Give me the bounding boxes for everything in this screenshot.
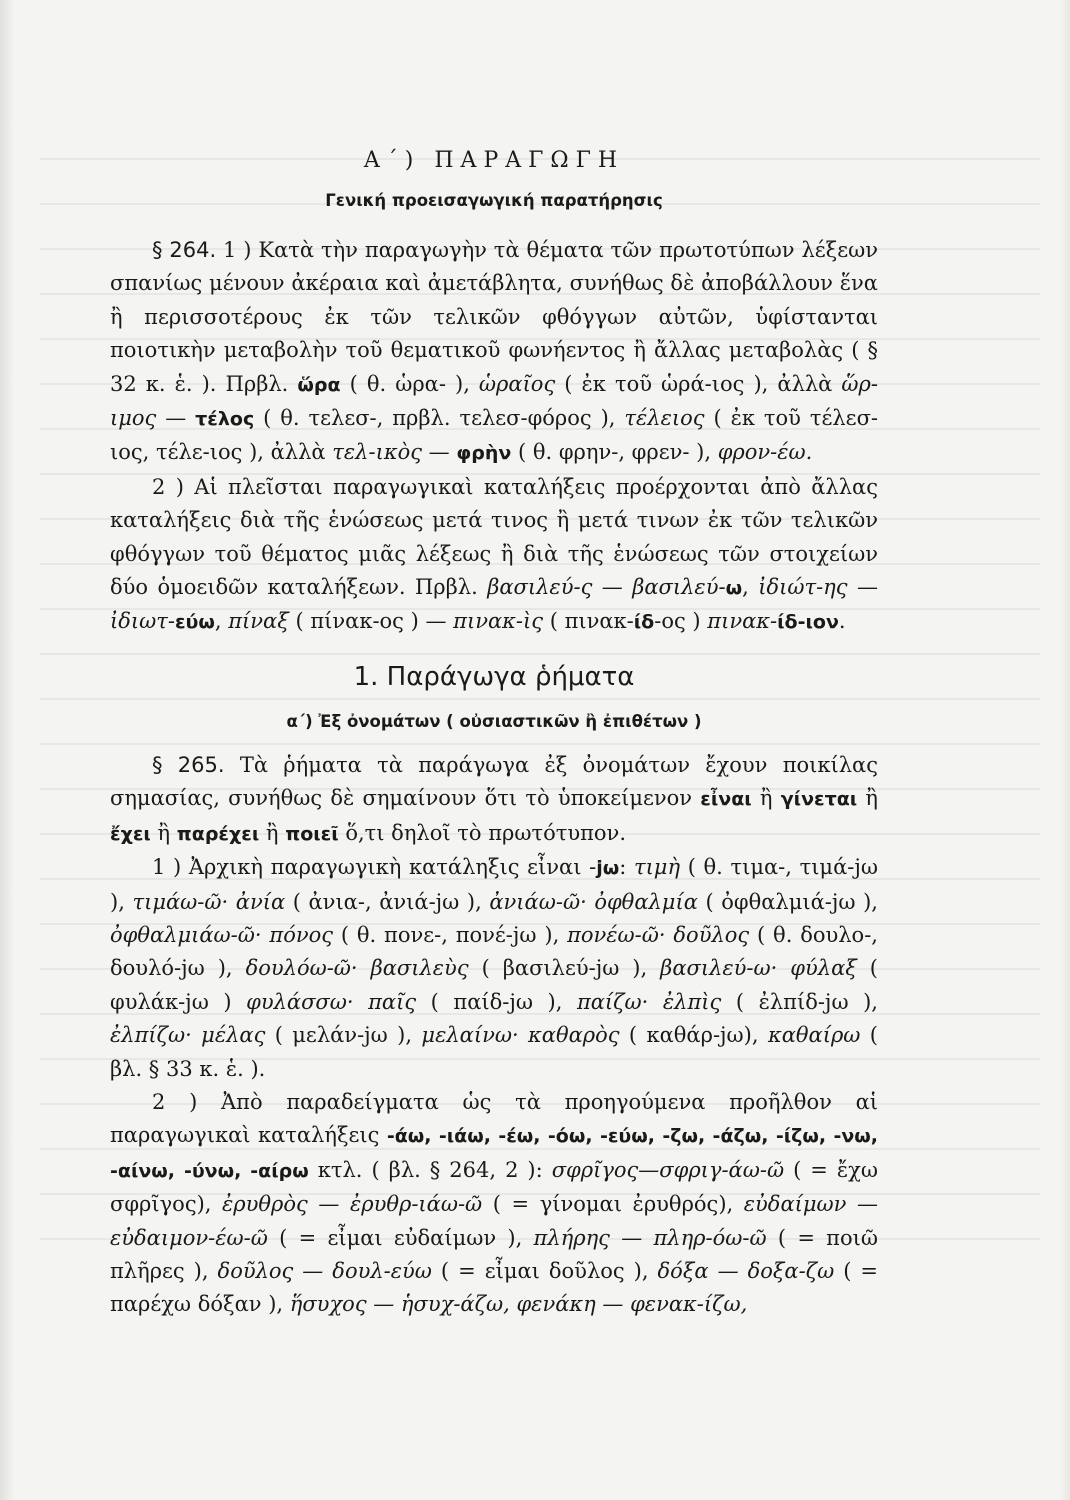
section-subtitle: Γενική προεισαγωγική παρατήρησις: [325, 191, 663, 210]
page-right-shadow: [1060, 0, 1070, 1500]
paragraph-264-2: 2 ) Αἱ πλεῖσται παραγωγικαὶ καταλήξεις προέρχονται ἀπὸ ἄλλας καταλήξεις διὰ τῆς ἑνώσεως μετά τινος ἢ μετά τινων ἐκ τῶν τελικῶν φθόγγων τοῦ θέματος μιᾶς λέξεως ἢ διὰ τῆς ἑνώσεως τῶν στοιχείων δύο ὁμοειδῶν καταλήξεων. Πρβλ. βασιλεύ-ς — βασιλεύ-ω, ἰδιώτ-ης — ἰδιωτ-εύω, πίναξ ( πίνακ-ος ) — πινακ-ὶς ( πινακ-ίδ-ος ) πινακ-ίδ-ιον.: [110, 474, 878, 634]
paragraph-265-2: 1 ) Ἀρχικὴ παραγωγικὴ κατάληξις εἶναι -jω: τιμὴ ( θ. τιμα-, τιμά-jω ), τιμάω-ῶ· ἀνία ( ἀνια-, ἀνιά-jω ), ἀνιάω-ῶ· ὀφθαλμία ( ὀφθαλμιά-jω ), ὀφθαλμιάω-ῶ· πόνος ( θ. πονε-, πονέ-jω ), πονέω-ῶ· δοῦλος ( θ. δουλο-, δουλό-jω ), δουλόω-ῶ· βασιλεὺς ( βασιλεύ-jω ), βασιλεύ-ω· φύλαξ ( φυλάκ-jω ) φυλάσσω· παῖς ( παίδ-jω ), παίζω· ἐλπὶς ( ἐλπίδ-jω ), ἐλπίζω· μέλας ( μελάν-jω ), μελαίνω· καθαρὸς ( καθάρ-jω), καθαίρω ( βλ. § 33 κ. ἑ. ).: [110, 855, 878, 1081]
section-number-264: § 264.: [152, 238, 217, 262]
derived-verbs-heading: 1. Παράγωγα ῥήματα: [353, 661, 635, 692]
page-content: [110, 148, 878, 1322]
from-nouns-heading: α΄) Ἐξ ὀνομάτων ( οὐσιαστικῶν ἢ ἐπιθέτων ): [286, 711, 702, 731]
page-left-shadow: [0, 0, 14, 1500]
section-number-265: § 265.: [152, 752, 225, 777]
paragraph-265-1: § 265. Τὰ ῥήματα τὰ παράγωγα ἐξ ὀνομάτων ἔχουν ποικίλας σημασίας, συνήθως δὲ σημαίνουν ὅτι τὸ ὑποκείμενον εἶναι ἢ γίνεται ἢ ἔχει ἢ παρέχει ἢ ποιεῖ ὅ,τι δηλοῖ τὸ πρωτότυπον.: [110, 752, 878, 845]
paragraph-264-1: § 264. 1 ) Κατὰ τὴν παραγωγὴν τὰ θέματα τῶν πρωτοτύπων λέξεων σπανίως μένουν ἀκέραια καὶ ἀμετάβλητα, συνήθως δὲ ἀποβάλλουν ἕνα ἢ περισσοτέρους ἐκ τῶν τελικῶν φθόγγων αὐτῶν, ὑφίστανται ποιοτικὴν μεταβολὴν τοῦ θεματικοῦ φωνήεντος ἢ ἄλλας μεταβολὰς ( § 32 κ. ἑ. ). Πρβλ. ὥρα ( θ. ὡρα- ), ὡραῖος ( ἐκ τοῦ ὡρά-ιος ), ἀλλὰ ὥρ-ιμος — τέλος ( θ. τελεσ-, πρβλ. τελεσ-φόρος ), τέλειος ( ἐκ τοῦ τέλεσ-ιος, τέλε-ιος ), ἀλλὰ τελ-ικὸς — φρὴν ( θ. φρην-, φρεν- ), φρον-έω.: [110, 238, 878, 465]
chapter-title: Α΄) ΠΑΡΑΓΩΓΗ: [363, 148, 625, 173]
paragraph-265-3: 2 ) Ἀπὸ παραδείγματα ὡς τὰ προηγούμενα προῆλθον αἱ παραγωγικαὶ καταλήξεις -άω, -ιάω, -έω, -όω, -εύω, -ζω, -άζω, -ίζω, -νω, -αίνω, -ύνω, -αίρω κτλ. ( βλ. § 264, 2 ): σφρῖγος—σφριγ-άω-ῶ ( = ἔχω σφρῖγος), ἐρυθρὸς — ἐρυθρ-ιάω-ῶ ( = γίνομαι ἐρυθρός), εὐδαίμων — εὐδαιμον-έω-ῶ ( = εἶμαι εὐδαίμων ), πλήρης — πληρ-όω-ῶ ( = ποιῶ πλῆρες ), δοῦλος — δουλ-εύω ( = εἶμαι δοῦλος ), δόξα — δοξα-ζω ( = παρέχω δόξαν ), ἥσυχος — ἡσυχ-άζω, φενάκη — φενακ-ίζω,: [110, 1089, 879, 1317]
